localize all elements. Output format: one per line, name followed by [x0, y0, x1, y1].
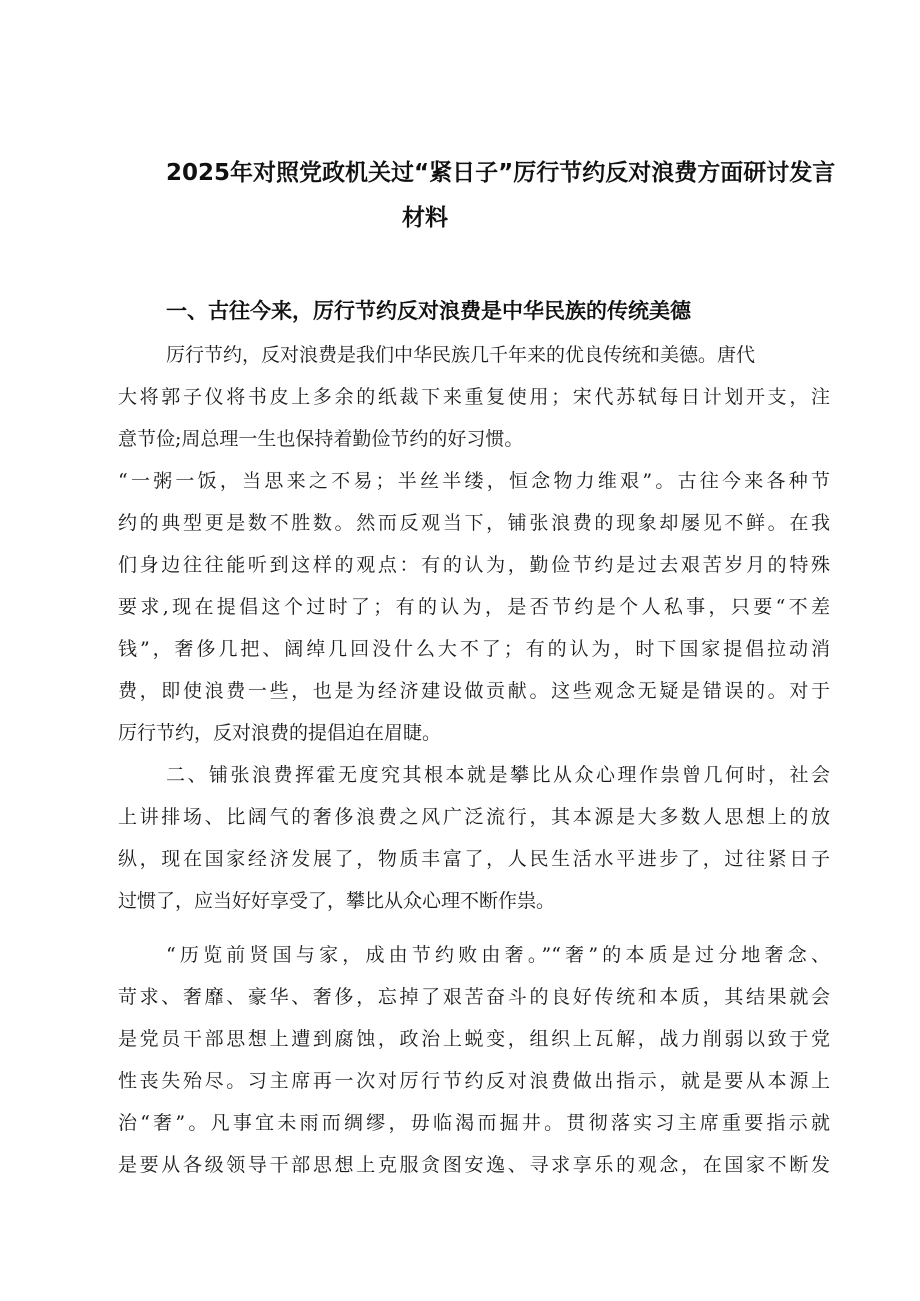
paragraph-line: 性丧失殆尽。习主席再一次对厉行节约反对浪费做出指示，就是要从本源上	[118, 1070, 830, 1092]
paragraph-line: 要求,现在提倡这个过时了；有的认为，是否节约是个人私事，只要“不差	[118, 596, 830, 618]
document-title-line-1: 2025年对照党政机关过“紧日子”厉行节约反对浪费方面研讨发言	[166, 160, 836, 186]
paragraph-line: 约的典型更是数不胜数。然而反观当下，铺张浪费的现象却屡见不鲜。在我	[118, 512, 830, 534]
paragraph-line: 钱”，奢侈几把、阔绰几回没什么大不了；有的认为，时下国家提倡拉动消	[118, 638, 830, 660]
paragraph-line: 费，即使浪费一些，也是为经济建设做贡献。这些观念无疑是错误的。对于	[118, 680, 830, 702]
paragraph-line: 上讲排场、比阔气的奢侈浪费之风广泛流行，其本源是大多数人思想上的放	[118, 806, 830, 828]
document-title-line-2: 材料	[402, 205, 448, 231]
paragraph-line: 是要从各级领导干部思想上克服贪图安逸、寻求享乐的观念，在国家不断发	[118, 1154, 830, 1176]
paragraph-line: 治“奢”。凡事宜未雨而绸缪，毋临渴而掘井。贯彻落实习主席重要指示就	[118, 1112, 830, 1134]
section-1-heading: 一、古往今来，厉行节约反对浪费是中华民族的传统美德	[166, 299, 691, 323]
paragraph-line: 纵，现在国家经济发展了，物质丰富了，人民生活水平进步了，过往紧日子	[118, 848, 830, 870]
paragraph-line: 过惯了，应当好好享受了，攀比从众心理不断作祟。	[118, 890, 556, 912]
paragraph-line: 们身边往往能听到这样的观点：有的认为，勤俭节约是过去艰苦岁月的特殊	[118, 554, 830, 576]
paragraph-line: “历览前贤国与家，成由节约败由奢。”“奢”的本质是过分地奢念、	[166, 944, 830, 966]
paragraph-line: 苛求、奢靡、豪华、奢侈，忘掉了艰苦奋斗的良好传统和本质，其结果就会	[118, 986, 830, 1008]
paragraph-line: 厉行节约，反对浪费的提倡迫在眉睫。	[118, 722, 442, 744]
paragraph-line: 厉行节约，反对浪费是我们中华民族几千年来的优良传统和美德。唐代	[166, 344, 756, 366]
paragraph-line: 意节俭;周总理一生也保持着勤俭节约的好习惯。	[118, 428, 524, 450]
paragraph-line: “一粥一饭，当思来之不易；半丝半缕，恒念物力维艰”。古往今来各种节	[118, 470, 830, 492]
paragraph-line: 是党员干部思想上遭到腐蚀，政治上蜕变，组织上瓦解，战力削弱以致于党	[118, 1028, 830, 1050]
paragraph-line: 二、铺张浪费挥霍无度究其根本就是攀比从众心理作祟曾几何时，社会	[166, 764, 830, 786]
paragraph-line: 大将郭子仪将书皮上多余的纸裁下来重复使用；宋代苏轼每日计划开支，注	[118, 386, 830, 408]
